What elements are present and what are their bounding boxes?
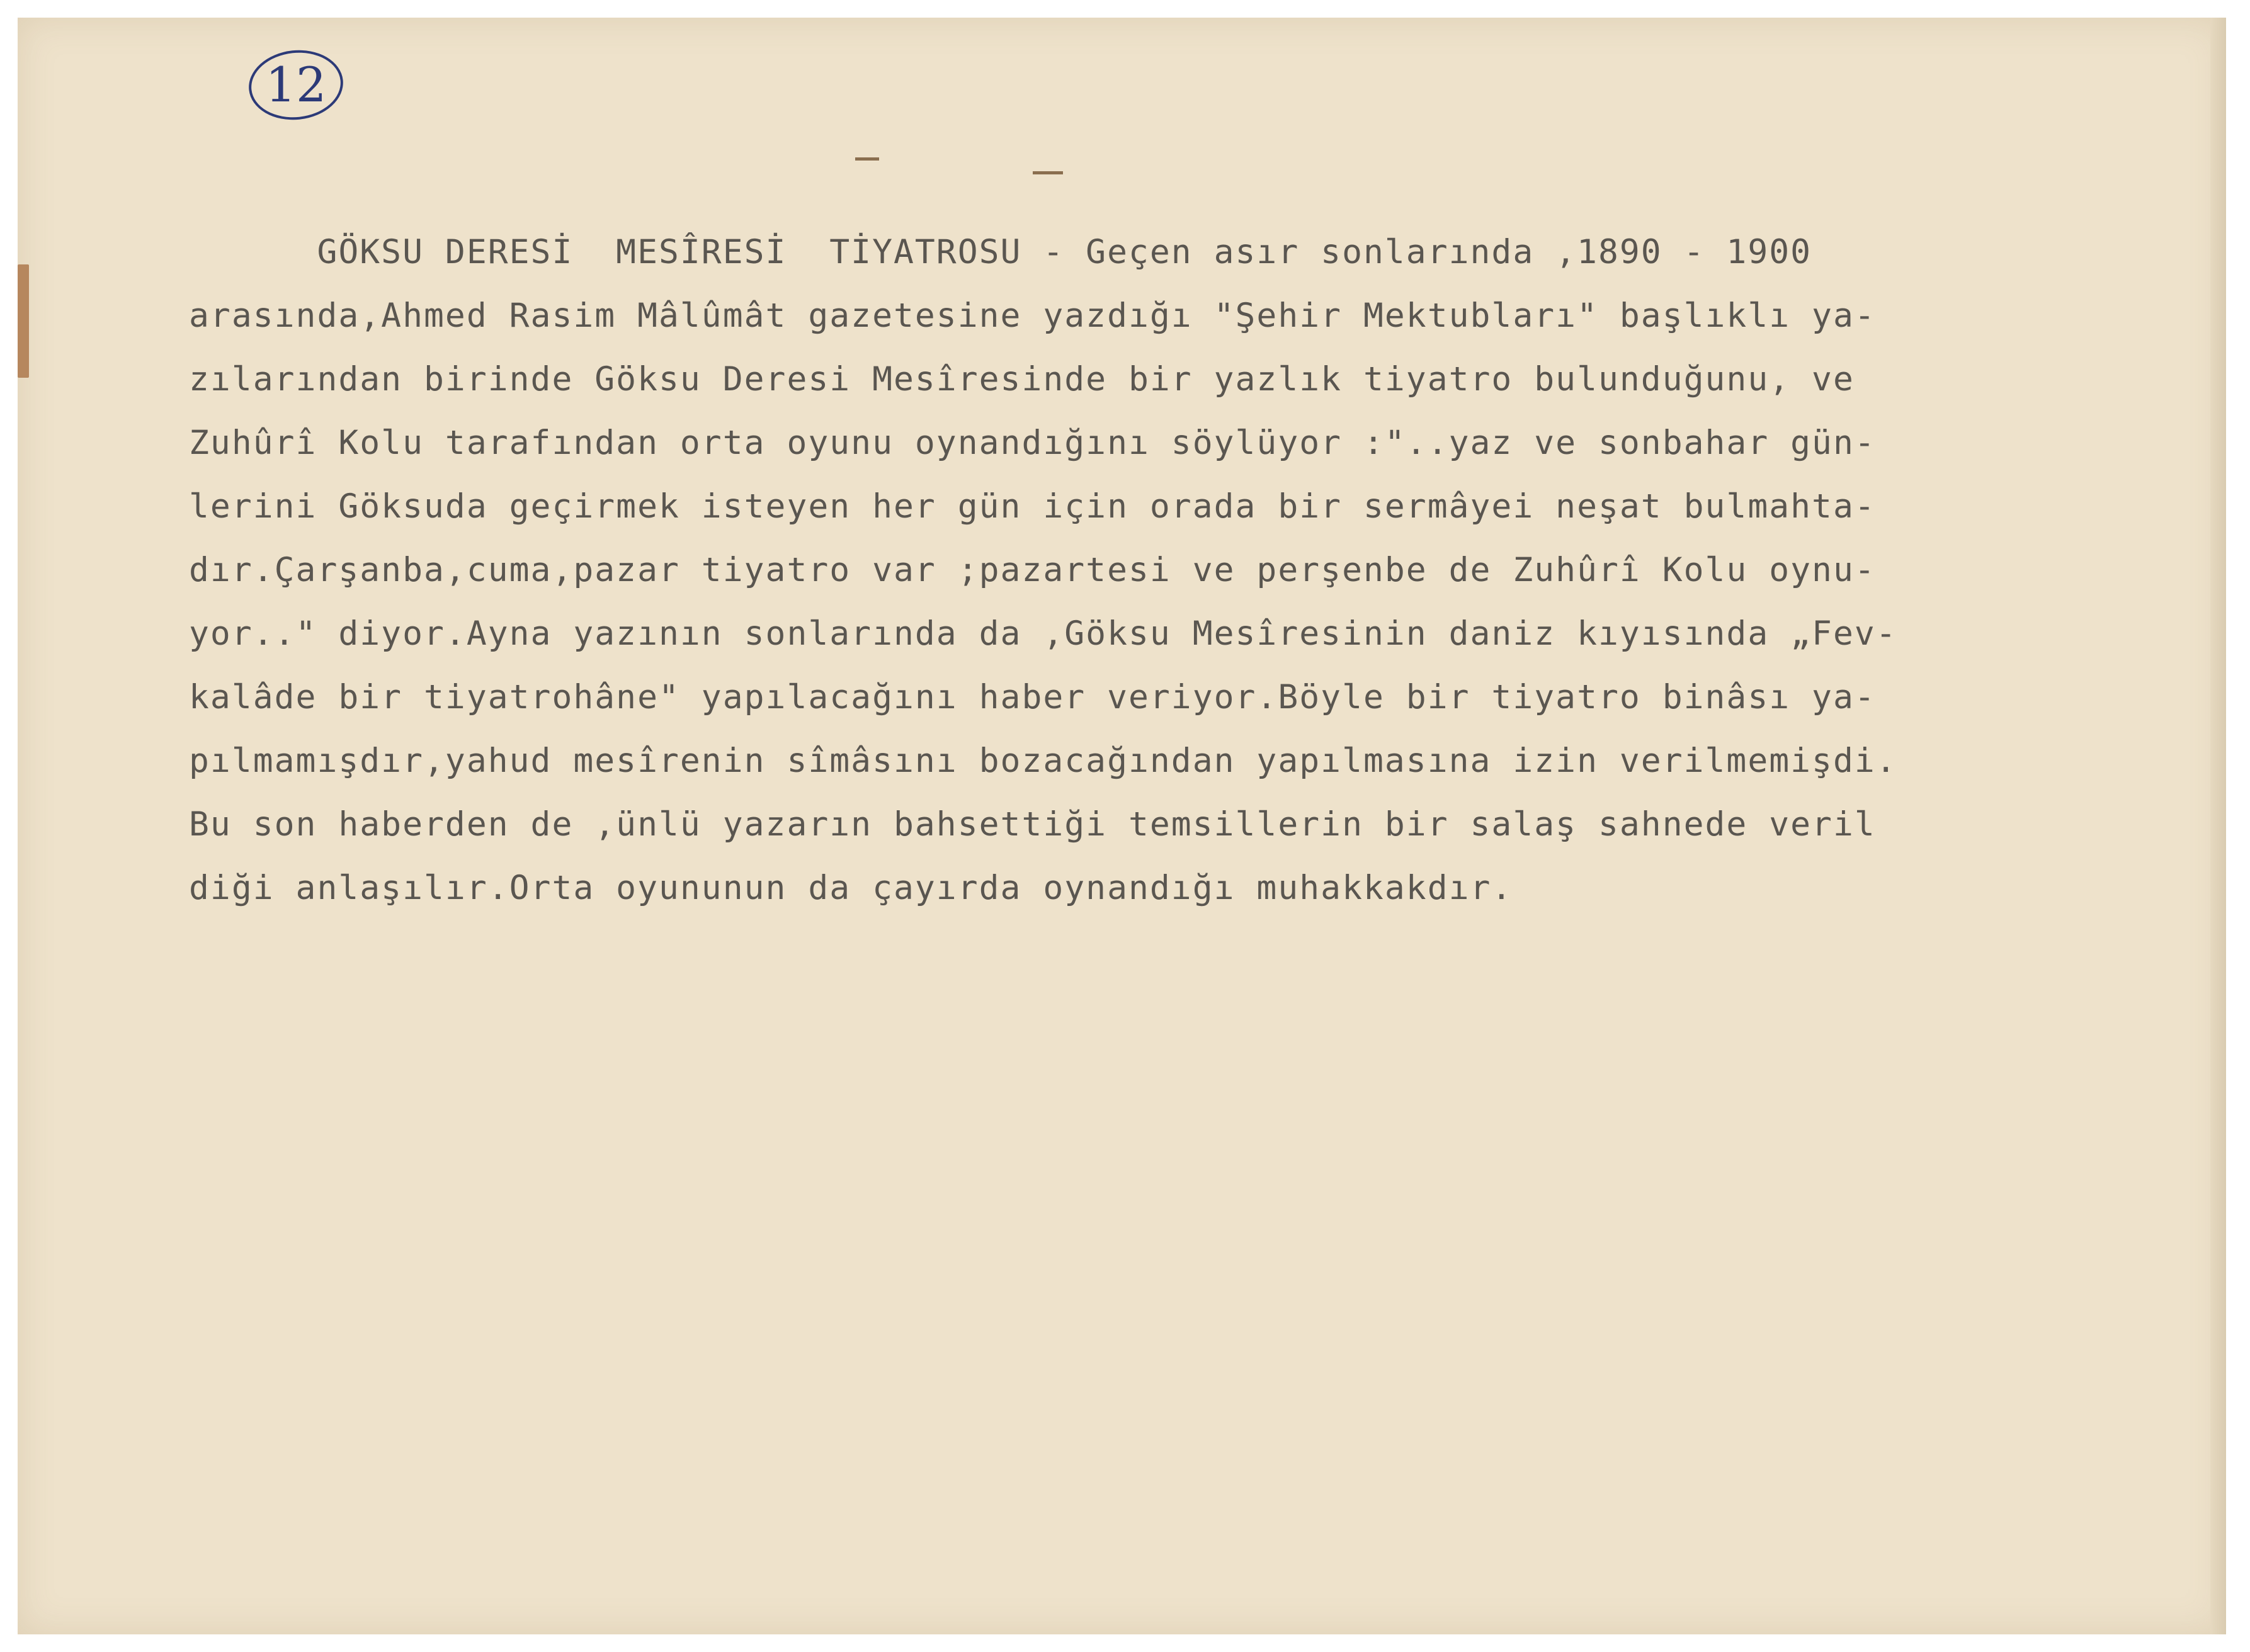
handwritten-page-number xyxy=(249,50,343,120)
page-number-circle xyxy=(246,45,347,124)
text-line: Zuhûrî Kolu tarafından orta oyunu oynandığını söylüyor :"..yaz ve sonbahar gün- xyxy=(189,424,1876,462)
text-line: zılarından birinde Göksu Deresi Mesîresinde bir yazlık tiyatro bulunduğunu, ve xyxy=(189,360,1855,399)
text-line: pılmamışdır,yahud mesîrenin sîmâsını bozacağından yapılmasına izin verilmemişdi. xyxy=(189,742,1897,780)
text-line: kalâde bir tiyatrohâne" yapılacağını haber veriyor.Böyle bir tiyatro binâsı ya- xyxy=(189,678,1876,716)
binding-tab xyxy=(18,264,29,378)
typewriter-mark xyxy=(855,157,879,161)
text-line: lerini Göksuda geçirmek isteyen her gün için orada bir sermâyei neşat bulmahta- xyxy=(189,487,1876,526)
text-line: GÖKSU DERESİ MESÎRESİ TİYATROSU - Geçen asır sonlarında ,1890 - 1900 xyxy=(189,233,1812,271)
typed-paragraph xyxy=(189,220,2229,920)
typewriter-mark xyxy=(1033,171,1063,174)
text-line: arasında,Ahmed Rasim Mâlûmât gazetesine yazdığı "Şehir Mektubları" başlıklı ya- xyxy=(189,297,1876,335)
text-line: dır.Çarşanba,cuma,pazar tiyatro var ;pazartesi ve perşenbe de Zuhûrî Kolu oynu- xyxy=(189,551,1876,589)
page-number-text: 12 xyxy=(265,57,327,113)
text-line: yor.." diyor.Ayna yazının sonlarında da ,Göksu Mesîresinin daniz kıyısında „Fev- xyxy=(189,614,1897,653)
text-line: diği anlaşılır.Orta oyununun da çayırda oynandığı muhakkakdır. xyxy=(189,869,1513,907)
text-line: Bu son haberden de ,ünlü yazarın bahsettiği temsillerin bir salaş sahnede veril xyxy=(189,805,1876,844)
